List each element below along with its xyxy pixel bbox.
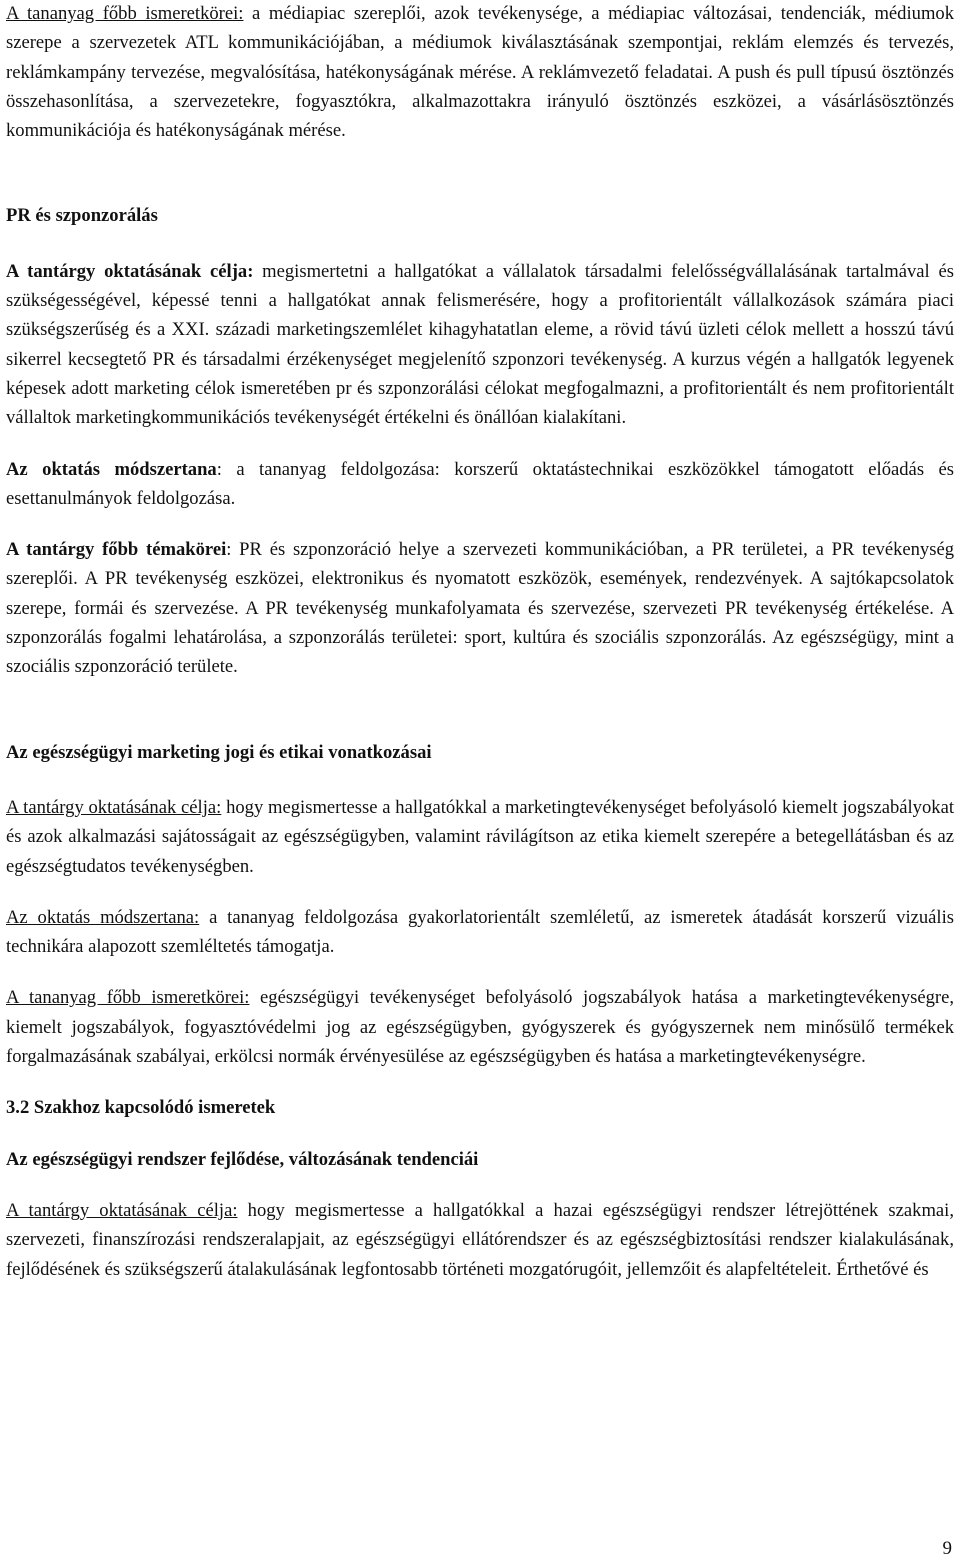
intro-label: A tananyag főbb ismeretkörei: — [6, 3, 244, 24]
health-section-title: Az egészségügyi rendszer fejlődése, változásának tendenciái — [6, 1148, 479, 1170]
pr-section-title: PR és szponzorálás — [6, 205, 158, 227]
pr-goal-text: megismertetni a hallgatókat a vállalatok társadalmi felelősségvállalásának tartalmával és szükségességével, képessé tenni a hallgatókat annak felismerésére, hogy a profitorientált vállalkozások számára piaci szükségszerűség és a XXI. századi marketingszemlélet kihagyhatatlan eleme, a rövid távú üzleti célok mellett a hosszú távú sikerrel kecsegtető PR és társadalmi érzékenységet megjelenítő szponzori tevékenység. A kurzus végén a hallgatók legyenek képesek adott marketing célok ismeretében pr és szponzorálási célokat megfogalmazni, a profitorientált és nem profitorientált vállaltok marketingkommunikációs tevékenységét értékelni és önállóan kialakítani. — [6, 260, 954, 429]
legal-section-title: Az egészségügyi marketing jogi és etikai vonatkozásai — [6, 741, 432, 763]
legal-method-label: Az oktatás módszertana: — [6, 906, 200, 928]
document-page — [6, 0, 954, 1284]
pr-topics-text: : PR és szponzoráció helye a szervezeti kommunikációban, a PR területei, a PR tevékenység szereplői. A PR tevékenység eszközei, elektronikus és nyomatott eszközök, események, rendezvények. A sajtókapcsolatok szerepe, formái és szervezése. A PR tevékenység munkafolyamata és szervezése, szervezeti PR tevékenység értékelése. A szponzorálás fogalmi lehatárolása, a szponzorálás területei: sport, kultúra és szociális szponzorálás. Az egészségügy, mint a szociális szponzoráció területe. — [6, 539, 955, 678]
pr-goal-label: A tantárgy oktatásának célja: — [6, 260, 254, 282]
health-goal-label: A tantárgy oktatásának célja: — [6, 1199, 238, 1221]
legal-topics-text: egészségügyi tevékenységet befolyásoló jogszabályok hatása a marketingtevékenységre, kiemelt jogszabályok, fogyasztóvédelmi jog az egészségügyben, gyógyszerek és gyógyszernek nem minősülő termékek forgalmazásának szabályai, erkölcsi normák érvényesülése az egészségügyben és hatása a marketingtevékenységre. — [6, 987, 954, 1068]
page-number: 9 — [942, 1538, 952, 1559]
health-goal-text: hogy megismertesse a hallgatókkal a hazai egészségügyi rendszer létrejöttének szakmai, szervezeti, finanszírozási rendszeralapjait, az egészségügyi ellátórendszer és az egészségbiztosítási rendszer kialakulásának, fejlődésének és szükségszerű átalakulásának legfontosabb történeti mozgatórugóit, jellemzőit és alapfeltételeit. Érthetővé és — [6, 1199, 954, 1280]
intro-paragraph — [6, 0, 954, 145]
pr-method-text: : a tananyag feldolgozása: korszerű oktatástechnikai eszközökkel támogatott előadás és esettanulmányok feldolgozása. — [6, 458, 954, 509]
legal-method-text: a tananyag feldolgozása gyakorlatorientált szemléletű, az ismeretek átadását korszerű vizuális technikára alapozott szemléltetés támogatja. — [6, 906, 954, 958]
legal-goal-text: hogy megismertesse a hallgatókkal a marketingtevékenységet befolyásoló kiemelt jogszabályokat és azok alkalmazási sajátosságait az egészségügyben, valamint rávilágítson az etika kiemelt szerepére a betegellátásban és az egészségtudatos tevékenységben. — [6, 796, 954, 877]
health-goal-paragraph — [6, 1196, 954, 1284]
intro-text: a médiapiac szereplői, azok tevékenysége, a médiapiac változásai, tendenciák, médiumok szerepe a szervezetek ATL kommunikációjában, a médiumok kiválasztásának szempontjai, reklám elemzés és tervezés, reklámkampány tervezése, megvalósítása, hatékonyságának mérése. A reklámvezető feladatai. A push és pull típusú ösztönzés összehasonlítása, a szervezetekre, fogyasztókra, alkalmazottakra irányuló ösztönzés eszközei, a vásárlásösztönzés kommunikációja és hatékonyságának mérése. — [6, 3, 955, 142]
section-heading-3-2: 3.2 Szakhoz kapcsolódó ismeretek — [6, 1097, 276, 1119]
pr-goal-paragraph — [6, 257, 954, 433]
pr-method-label: Az oktatás módszertana — [6, 458, 217, 480]
legal-topics-label: A tananyag főbb ismeretkörei: — [6, 987, 250, 1009]
pr-topics-paragraph — [6, 535, 954, 681]
legal-goal-label: A tantárgy oktatásának célja: — [6, 796, 222, 818]
legal-method-paragraph — [6, 903, 954, 962]
pr-method-paragraph — [6, 455, 954, 514]
legal-topics-paragraph — [6, 983, 954, 1071]
pr-topics-label: A tantárgy főbb témakörei — [6, 539, 227, 561]
legal-goal-paragraph — [6, 793, 954, 881]
